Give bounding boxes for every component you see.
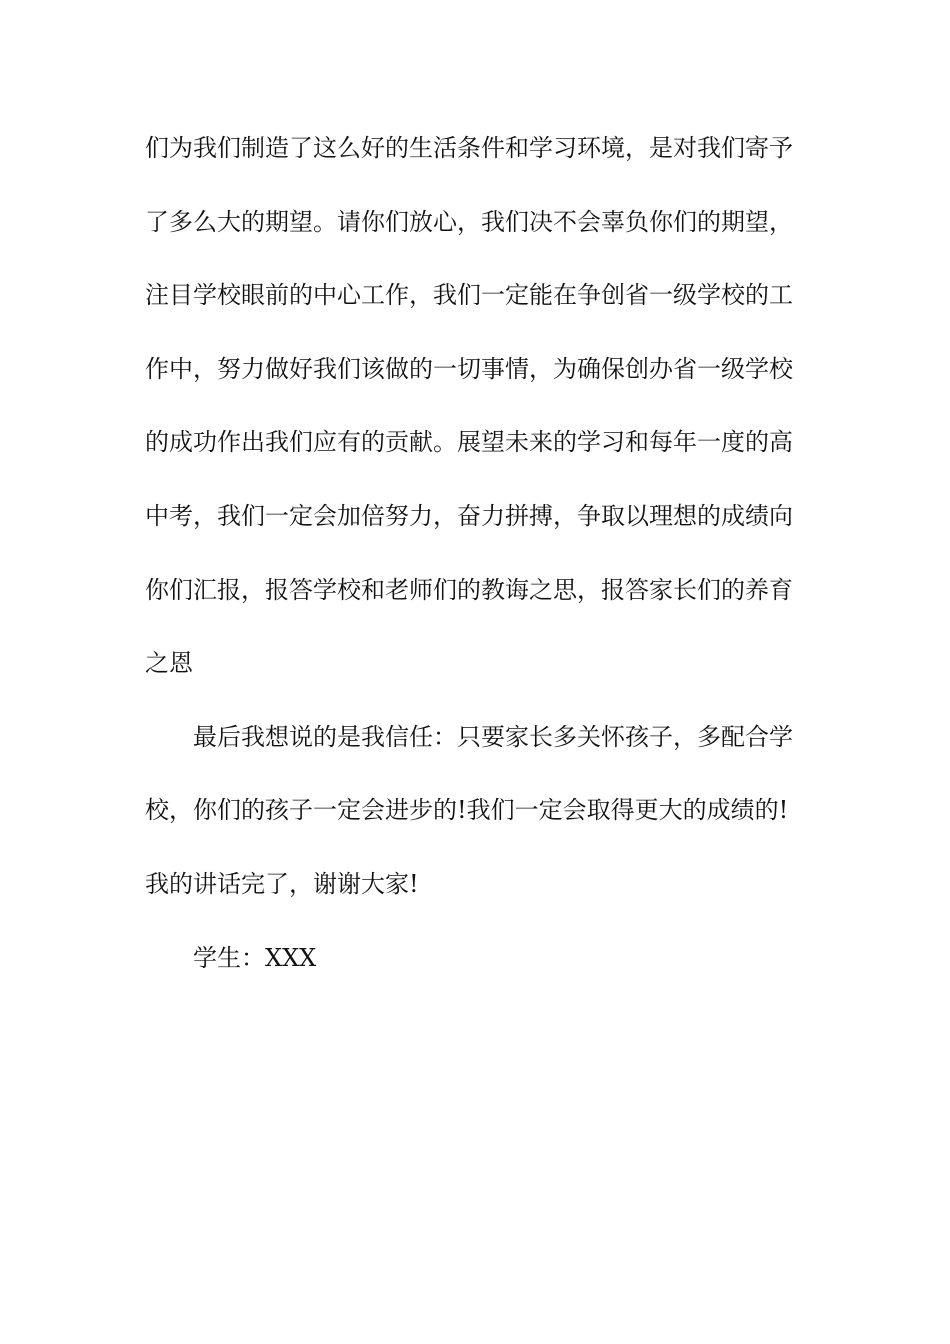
text-line-2: 了多么大的期望。请你们放心，我们决不会辜负你们的期望， [145, 207, 793, 236]
text-line-4: 作中，努力做好我们该做的一切事情，为确保创办省一级学校 [145, 354, 793, 383]
text-line-3: 注目学校眼前的中心工作，我们一定能在争创省一级学校的工 [145, 281, 793, 310]
paragraph-closing-line-1: 最后我想说的是我信任：只要家长多关怀孩子，多配合学 [193, 722, 793, 751]
text-line-1: 们为我们制造了这么好的生活条件和学习环境，是对我们寄予 [145, 134, 793, 162]
signature-line: 学生：XXX [193, 943, 317, 972]
speech-text [145, 128, 809, 1011]
text-line-6: 中考，我们一定会加倍努力，奋力拼搏，争取以理想的成绩向 [145, 501, 793, 530]
paragraph-closing-line-3: 我的讲话完了，谢谢大家! [145, 869, 419, 898]
text-line-7: 你们汇报，报答学校和老师们的教诲之思，报答家长们的养育 [145, 575, 793, 604]
text-line-5: 的成功作出我们应有的贡献。展望未来的学习和每年一度的高 [145, 428, 793, 457]
paragraph-closing-line-2: 校，你们的孩子一定会进步的!我们一定会取得更大的成绩的! [145, 796, 789, 825]
text-line-8: 之恩 [145, 649, 193, 678]
